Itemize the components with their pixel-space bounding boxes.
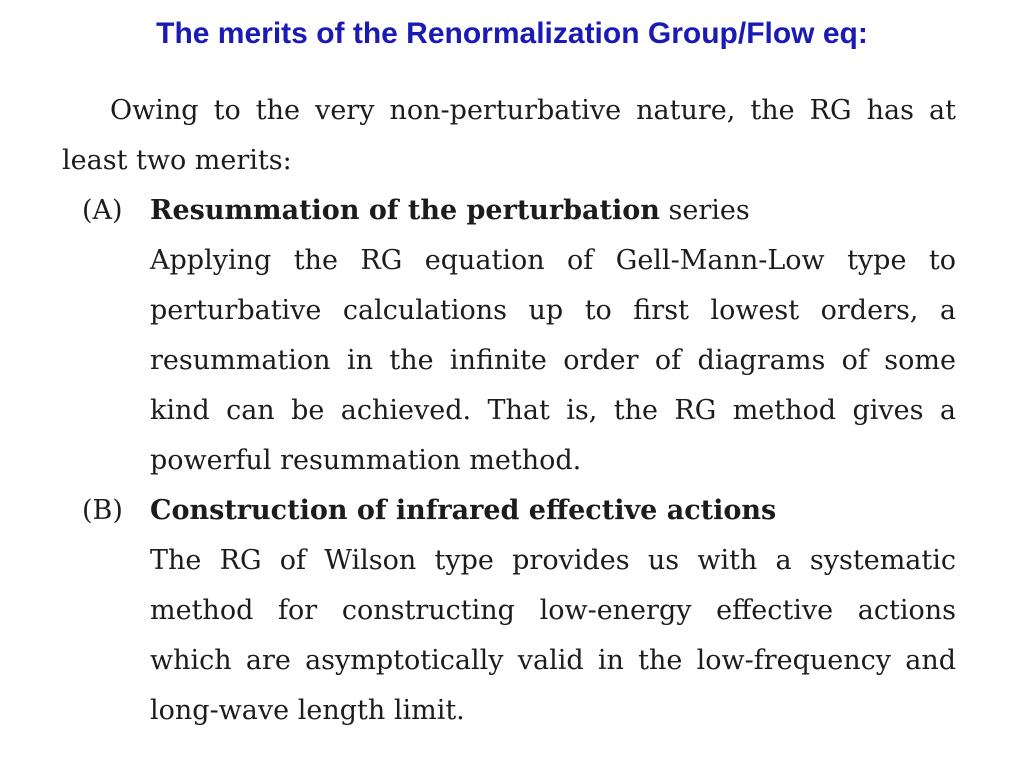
merit-a-heading-bold: Resummation of the perturbation xyxy=(150,195,660,226)
slide-body xyxy=(62,86,956,736)
merit-a-body: Applying the RG equation of Gell-Mann-Low type to perturbative calculations up to first lowest orders, a resummation in the infinite order of diagrams of some kind can be achieved. That is, the RG method gives a powerful resummation method. xyxy=(150,245,956,476)
merit-b-heading xyxy=(150,486,956,536)
merit-a-heading-rest: series xyxy=(659,195,750,226)
merit-b xyxy=(62,486,956,736)
merit-b-marker: (B) xyxy=(82,495,123,526)
merit-a-marker: (A) xyxy=(82,195,123,226)
merit-a-heading xyxy=(150,186,956,236)
slide-title: The merits of the Renormalization Group/Flow eq: xyxy=(156,17,868,50)
merit-b-heading-bold: Construction of infrared effective actions xyxy=(150,495,777,526)
merit-b-body: The RG of Wilson type provides us with a systematic method for constructing low-energy effective actions which are asymptotically valid in the low-frequency and long-wave length limit. xyxy=(150,545,956,726)
intro-paragraph: Owing to the very non-perturbative nature, the RG has at least two merits: xyxy=(62,95,956,176)
merit-a xyxy=(62,186,956,486)
